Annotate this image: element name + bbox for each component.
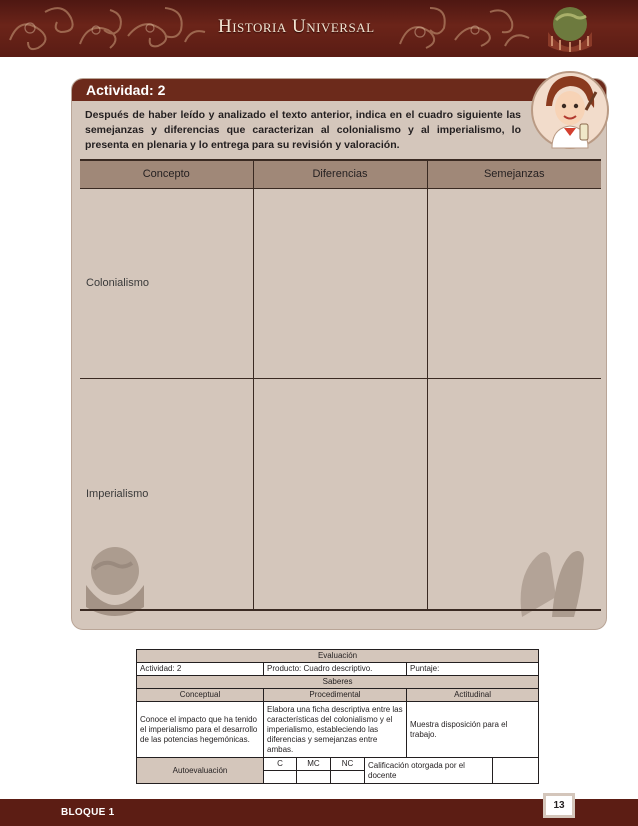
activity-instructions: Después de haber leído y analizado el texto anterior, indica en el cuadro siguiente las semejanzas y diferencias que caracterizan al colonialismo y al imperialismo, lo presenta en plenaria y lo entrega para su revisión y valoración. [85, 109, 521, 151]
comparison-table [80, 159, 601, 611]
calificacion-input[interactable] [493, 758, 539, 784]
nc-checkbox[interactable] [331, 771, 365, 784]
autoevaluacion-label: Autoevaluación [137, 758, 264, 784]
page-number: 13 [543, 793, 575, 818]
activity-title-bar [72, 79, 607, 101]
page-header [0, 0, 638, 57]
semejanzas-cell[interactable] [427, 378, 601, 610]
evaluation-table [136, 649, 539, 784]
activity-title: Actividad: 2 [86, 82, 166, 98]
bloque-label: BLOQUE 1 [61, 807, 115, 818]
evaluation-score[interactable]: Puntaje: [407, 663, 539, 676]
comparison-header-row [80, 160, 601, 188]
header-title: Historia Universal [218, 16, 375, 37]
mc-checkbox[interactable] [297, 771, 331, 784]
activity-panel [71, 78, 607, 630]
nc-label: NC [331, 758, 365, 771]
calificacion-label: Calificación otorgada por el docente [365, 758, 493, 784]
actitudinal-text: Muestra disposición para el trabajo. [407, 702, 539, 758]
diferencias-cell[interactable] [253, 378, 427, 610]
evaluation-product: Producto: Cuadro descriptivo. [264, 663, 407, 676]
procedimental-text: Elabora una ficha descriptiva entre las características del colonialismo y el imperialismo, estableciendo las diferencias y semejanzas entre ambas. [264, 702, 407, 758]
header-semejanzas: Semejanzas [427, 160, 601, 188]
actitudinal-heading: Actitudinal [407, 689, 539, 702]
table-row [80, 188, 601, 378]
teacher-illustration-icon [530, 66, 610, 156]
concepto-cell: Imperialismo [80, 378, 253, 610]
evaluation-activity: Actividad: 2 [137, 663, 264, 676]
diferencias-cell[interactable] [253, 188, 427, 378]
saberes-heading: Saberes [137, 676, 539, 689]
concepto-cell: Colonialismo [80, 188, 253, 378]
header-concepto: Concepto [80, 160, 253, 188]
conceptual-heading: Conceptual [137, 689, 264, 702]
semejanzas-cell[interactable] [427, 188, 601, 378]
procedimental-heading: Procedimental [264, 689, 407, 702]
c-checkbox[interactable] [264, 771, 297, 784]
c-label: C [264, 758, 297, 771]
evaluation-title: Evaluación [137, 650, 539, 663]
conceptual-text: Conoce el impacto que ha tenido el imperialismo para el desarrollo de las potencias hegemónicas. [137, 702, 264, 758]
globe-in-hands-icon [540, 2, 600, 56]
table-row [80, 378, 601, 610]
header-diferencias: Diferencias [253, 160, 427, 188]
mc-label: MC [297, 758, 331, 771]
